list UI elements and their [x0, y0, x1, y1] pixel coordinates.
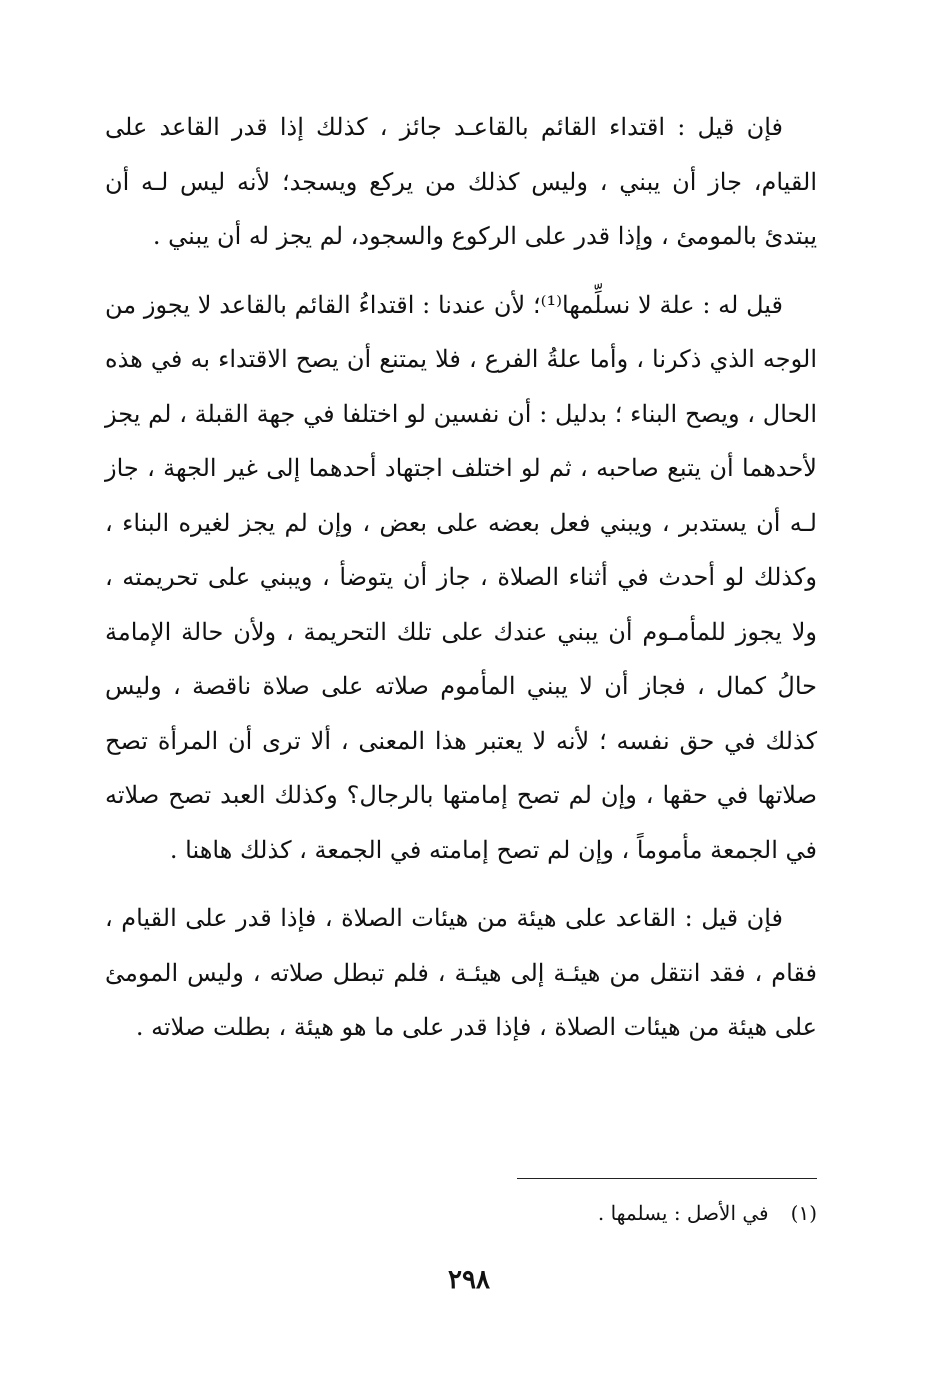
page-number: ٢٩٨	[448, 1265, 490, 1295]
footnote-number: (١)	[790, 1201, 817, 1225]
paragraph-3: فإن قيل : القاعد على هيئة من هيئات الصلاة ، فإذا قدر على القيام ، فقام ، فقد انتقل من هيئـة إلى هيئـة ، فلم تبطل صلاته ، وليس المومئ على هيئة من هيئات الصلاة ، فإذا قدر على ما هو هيئة ، بطلت صلاته .	[105, 904, 817, 1041]
footnote-text: في الأصل : يسلمها .	[597, 1201, 769, 1225]
paragraph-1: فإن قيل : اقتداء القائم بالقاعـد جائز ، كذلك إذا قدر القاعد على القيام، جاز أن يبني ، وليس كذلك من يركع ويسجد؛ لأنه ليس لـه أن يبتدئ بالمومئ ، وإذا قدر على الركوع والسجود، لم يجز له أن يبني .	[105, 113, 817, 250]
document-body	[105, 100, 817, 1055]
footnote	[500, 1196, 817, 1230]
paragraph-2: قيل له : علة لا نسلِّمها⁽¹⁾؛ لأن عندنا : اقتداءُ القائم بالقاعد لا يجوز من الوجه الذي ذكرنا ، وأما علةُ الفرع ، فلا يمتنع أن يصح الاقتداء به في هذه الحال ، ويصح البناء ؛ بدليل : أن نفسين لو اختلفا في جهة القبلة ، لم يجز لأحدهما أن يتبع صاحبه ، ثم لو اختلف اجتهاد أحدهما إلى غير الجهة ، جاز لـه أن يستدبر ، ويبني فعل بعضه على بعض ، وإن لم يجز لغيره البناء ، وكذلك لو أحدث في أثناء الصلاة ، جاز أن يتوضأ ، ويبني على تحريمته ، ولا يجوز للمأمـوم أن يبني عندك على تلك التحريمة ، ولأن حالة الإمامة حالُ كمال ، فجاز أن لا يبني المأموم صلاته على صلاة ناقصة ، وليس كذلك في حق نفسه ؛ لأنه لا يعتبر هذا المعنى ، ألا ترى أن المرأة تصح صلاتها في حقها ، وإن لم تصح إمامتها بالرجال؟ وكذلك العبد تصح صلاته في الجمعة مأموماً ، وإن لم تصح إمامته في الجمعة ، كذلك هاهنا .	[105, 290, 818, 864]
footnote-separator	[517, 1178, 817, 1179]
